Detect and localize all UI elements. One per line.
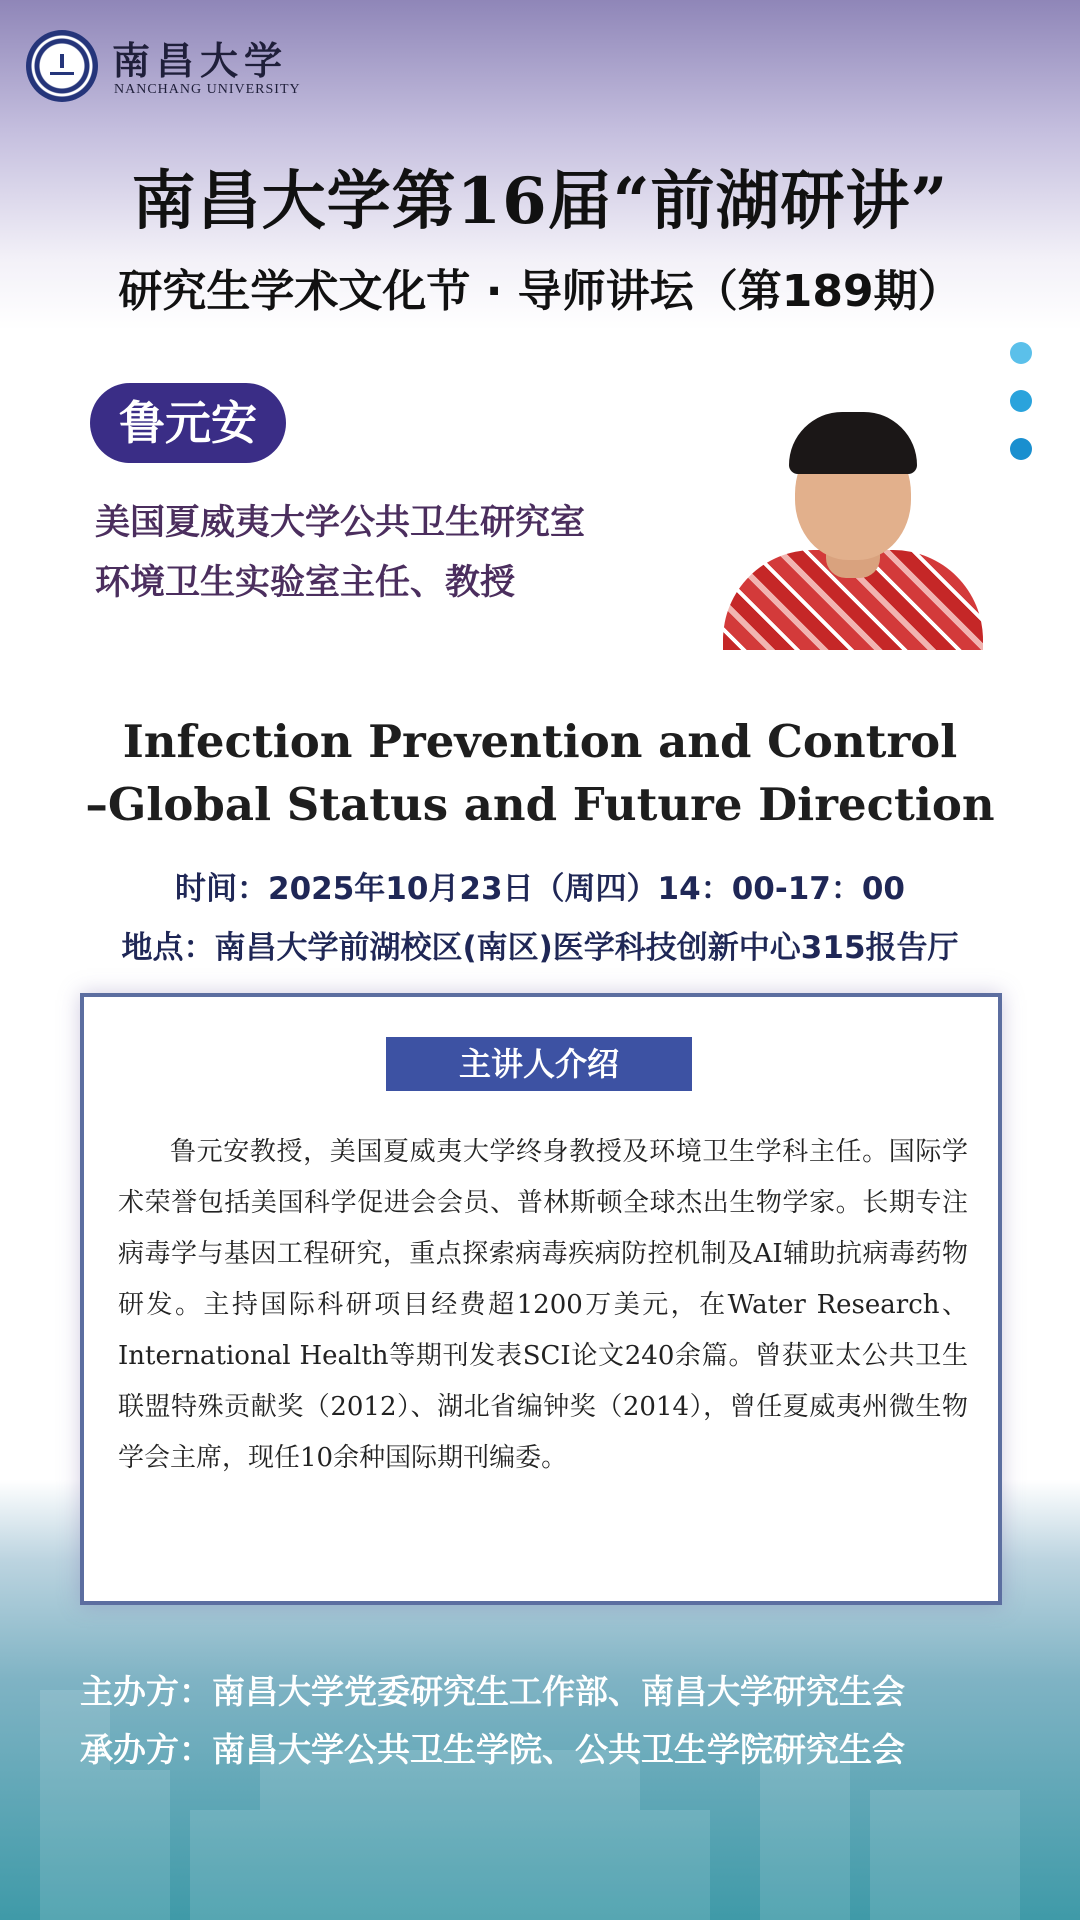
logo-en-text: NANCHANG UNIVERSITY bbox=[114, 82, 301, 97]
decor-dots bbox=[1010, 342, 1032, 486]
decor-dot bbox=[1010, 390, 1032, 412]
speaker-affiliation-line: 美国夏威夷大学公共卫生研究室 bbox=[95, 503, 586, 543]
university-seal-logo bbox=[26, 30, 98, 102]
decor-dot bbox=[1010, 438, 1032, 460]
header bbox=[0, 0, 1080, 120]
logo-cn-text: 南昌大学 bbox=[112, 38, 289, 83]
lecture-title-line: Infection Prevention and Control bbox=[122, 715, 958, 768]
host-organizer: 主办方：南昌大学党委研究生工作部、南昌大学研究生会 bbox=[80, 1672, 905, 1711]
speaker-intro-card bbox=[80, 993, 1002, 1605]
speaker-photo bbox=[723, 400, 983, 650]
lecture-title-line: –Global Status and Future Direction bbox=[85, 778, 995, 831]
intro-heading: 主讲人介绍 bbox=[386, 1037, 692, 1091]
intro-text: 鲁元安教授，美国夏威夷大学终身教授及环境卫生学科主任。国际学术荣誉包括美国科学促进会会员、普林斯顿全球杰出生物学家。长期专注病毒学与基因工程研究，重点探索病毒疾病防控机制及AI辅助抗病毒药物研发。主持国际科研项目经费超1200万美元，在Water Research、International Health等期刊发表SCI论文240余篇。曾获亚太公共卫生联盟特殊贡献奖（2012）、湖北省编钟奖（2014），曾任夏威夷州微生物学会主席，现任10余种国际期刊编委。 bbox=[118, 1137, 968, 1473]
speaker-affiliation-line: 环境卫生实验室主任、教授 bbox=[95, 563, 516, 603]
lecture-place: 地点：南昌大学前湖校区(南区)医学科技创新中心315报告厅 bbox=[121, 930, 959, 966]
speaker-name: 鲁元安 bbox=[90, 383, 286, 463]
lecture-time: 时间：2025年10月23日（周四）14：00-17：00 bbox=[175, 871, 905, 907]
sub-title: 研究生学术文化节 · 导师讲坛（第189期） bbox=[118, 266, 962, 317]
decor-dot bbox=[1010, 342, 1032, 364]
co-host-organizer: 承办方：南昌大学公共卫生学院、公共卫生学院研究生会 bbox=[80, 1730, 905, 1769]
main-title: 南昌大学第16届“前湖研讲” bbox=[131, 164, 949, 239]
